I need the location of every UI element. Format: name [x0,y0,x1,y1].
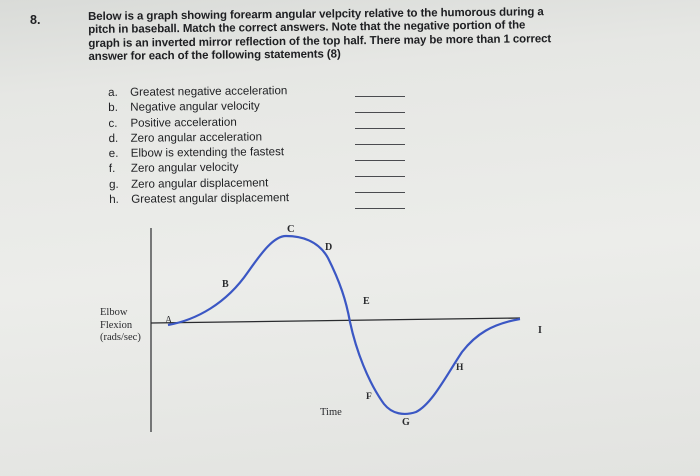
statement-letter: d. [108,131,119,145]
y-axis-label-line: (rads/sec) [100,332,141,343]
statement-text: Elbow is extending the fastest [130,145,285,160]
statement-text: Zero angular velocity [130,161,239,176]
point-label-f: F [366,392,372,402]
point-label-b: B [222,279,229,290]
statement-letter: e. [108,147,119,161]
prompt-line: answer for each of the following statements (8) [88,48,341,64]
prompt-line: Below is a graph showing forearm angular velpcity relative to the humorous during a [88,6,544,23]
y-axis-label [100,307,141,345]
point-label-c: C [287,224,295,235]
statement-letter: f. [108,162,116,176]
x-axis [151,318,520,323]
y-axis-label-line: Flexion [100,319,133,331]
velocity-curve [168,236,520,414]
point-label-g: G [402,417,410,428]
statement-text: Greatest negative acceleration [130,84,288,99]
point-label-i: I [538,325,542,336]
statement-text: Greatest angular displacement [131,191,290,206]
point-label-a: A [165,315,173,326]
statement-letter: g. [108,177,119,191]
statement-letter: h. [109,192,119,207]
statement-letter: c. [108,116,118,130]
statement-text: Positive acceleration [130,115,237,130]
y-axis-label-line: Elbow [100,307,128,318]
x-axis-label: Time [320,407,342,418]
statement-letter: b. [108,101,118,115]
prompt-line: pitch in baseball. Match the correct answers. Note that the negative portion of the [88,19,526,37]
question-number: 8. [30,13,41,27]
point-label-d: D [325,242,333,253]
point-label-h: H [456,363,464,373]
statement-text: Negative angular velocity [130,99,260,115]
point-label-e: E [363,296,370,307]
statement-letter: a. [108,85,118,99]
statement-text: Zero angular acceleration [130,130,263,145]
statement-text: Zero angular displacement [130,176,269,191]
prompt-line: graph is an inverted mirror reflection of the top half. There may be more than 1 correct [88,32,552,50]
